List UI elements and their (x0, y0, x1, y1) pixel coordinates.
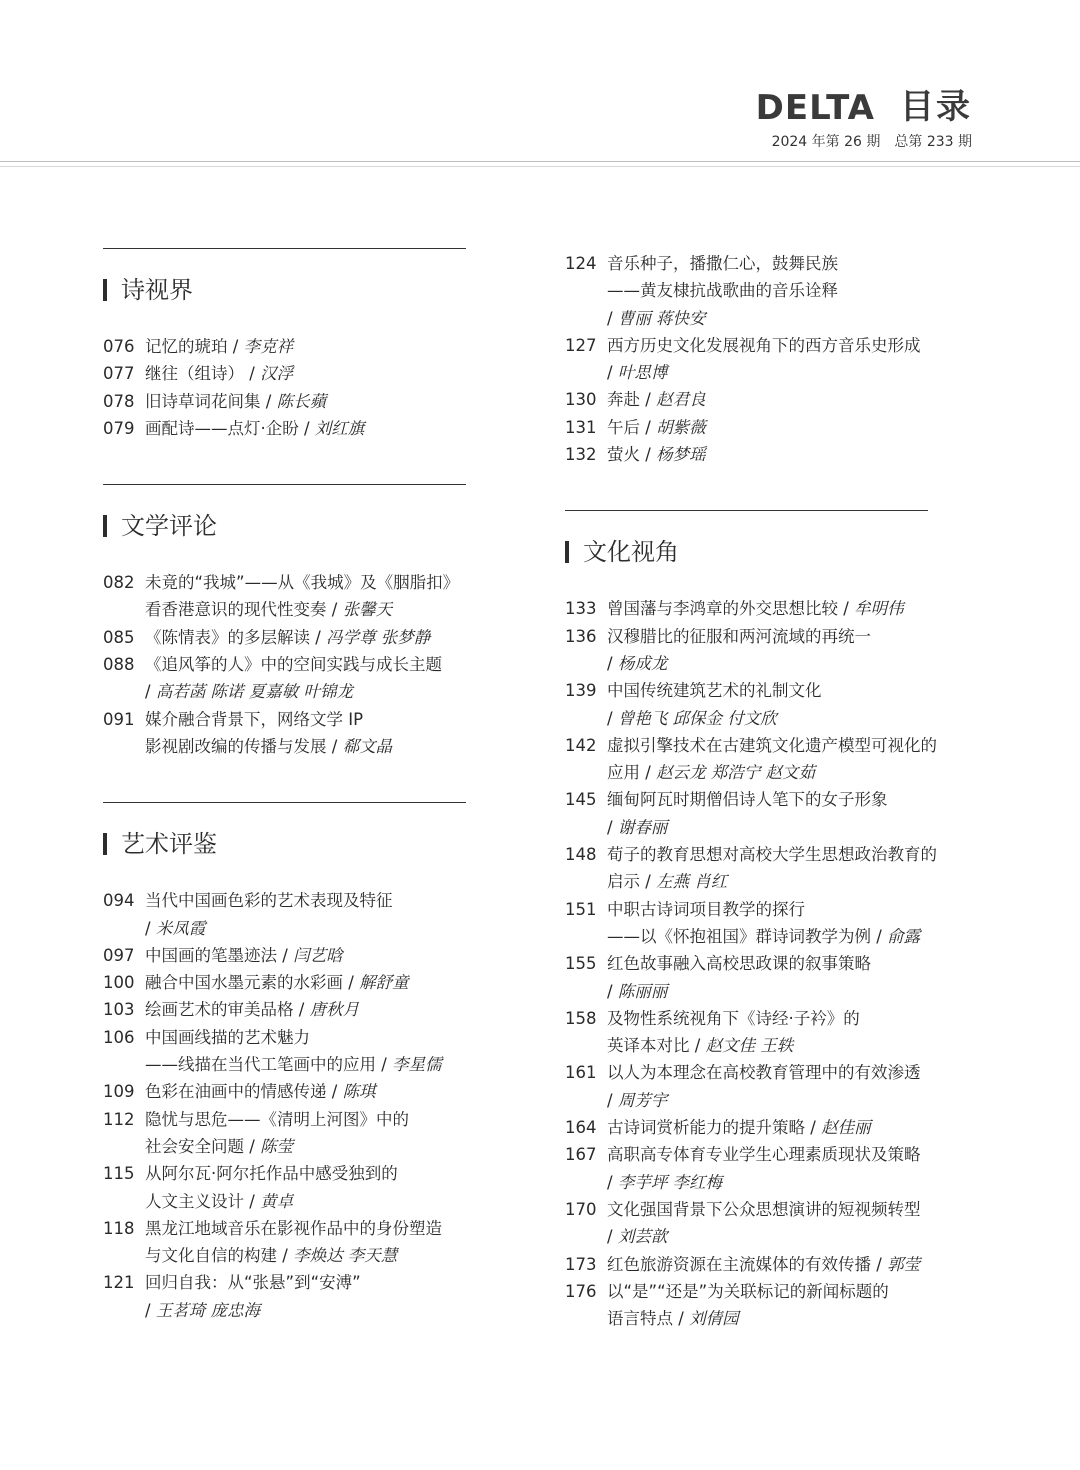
entry-author: 牟明伟 (854, 599, 904, 619)
entry-title: 绘画艺术的审美品格 / (145, 1000, 310, 1020)
page-number: 167 (565, 1145, 597, 1165)
entry-author: 黄卓 (260, 1191, 294, 1211)
toc-line (103, 678, 475, 705)
entry-title: 从阿尔瓦·阿尔托作品中感受独到的 (145, 1164, 398, 1184)
entry-title: 红色故事融入高校思政课的叙事策略 (607, 954, 871, 974)
issue-total: 总第 233 期 (894, 134, 972, 150)
entry-title: 《陈情表》的多层解读 / (145, 627, 327, 647)
entry-author: 谢春丽 (617, 817, 668, 837)
toc-line (565, 1114, 985, 1141)
toc-line (103, 1215, 475, 1242)
section-gap (103, 442, 475, 484)
entry-author: 郗文晶 (342, 736, 393, 756)
toc-line (103, 915, 475, 942)
entry-title: 《追风筝的人》中的空间实践与成长主题 (145, 655, 442, 675)
toc-line (103, 1078, 475, 1105)
toc-line (565, 359, 985, 386)
toc-entry[interactable] (103, 651, 475, 706)
entry-author: 曹丽 蒋快安 (617, 308, 706, 328)
entry-title: 中职古诗词项目教学的探行 (607, 899, 805, 919)
toc-entry[interactable] (565, 677, 985, 732)
entry-title: 中国画线描的艺术魅力 (145, 1027, 310, 1047)
toc-line (565, 896, 985, 923)
entry-title: 以“是”“还是”为关联标记的新闻标题的 (607, 1281, 889, 1301)
entry-title: 古诗词赏析能力的提升策略 / (607, 1118, 822, 1138)
page-number: 097 (103, 945, 135, 965)
entry-author: 刘红旗 (314, 418, 365, 438)
toc-entry[interactable] (103, 1215, 475, 1270)
toc-line (103, 596, 475, 623)
toc-line (103, 706, 475, 733)
page-number: 106 (103, 1027, 135, 1047)
entry-title: / (607, 363, 618, 383)
toc-entry[interactable] (103, 1024, 475, 1079)
page-number: 082 (103, 573, 135, 593)
page-number: 136 (565, 626, 597, 646)
entry-title: 回归自我：从“张悬”到“安溥” (145, 1273, 361, 1293)
toc-line (565, 759, 985, 786)
page-number: 103 (103, 1000, 135, 1020)
toc-entry[interactable] (565, 623, 985, 678)
section-gap (565, 468, 985, 510)
section-heading (103, 273, 475, 307)
entry-title: 虚拟引擎技术在古建筑文化遗产模型可视化的 (607, 735, 937, 755)
section-divider (103, 248, 466, 249)
entry-title: / (145, 1300, 156, 1320)
page-title: 目录 (900, 87, 972, 127)
entry-author: 闫艺晗 (293, 945, 343, 965)
entry-title: / (607, 1090, 618, 1110)
entry-title: 应用 / (607, 763, 657, 783)
entry-title: / (607, 981, 618, 1001)
entry-title: 媒介融合背景下，网络文学 IP (145, 709, 364, 729)
page-number: 158 (565, 1008, 597, 1028)
section-divider (565, 510, 928, 511)
entry-title: 英译本对比 / (607, 1036, 706, 1056)
toc-entry[interactable] (565, 1141, 985, 1196)
section-marker (103, 279, 107, 301)
page-number: 155 (565, 954, 597, 974)
entry-title: 黑龙江地域音乐在影视作品中的身份塑造 (145, 1218, 442, 1238)
entry-author: 唐秋月 (309, 1000, 360, 1020)
entry-title: 西方历史文化发展视角下的西方音乐史形成 (607, 335, 921, 355)
toc-entry[interactable] (565, 896, 985, 951)
toc-entry[interactable] (103, 1160, 475, 1215)
entry-author: 李焕达 李天慧 (293, 1246, 398, 1266)
issue-info (772, 133, 972, 151)
entry-title: ——线描在当代工笔画中的应用 / (145, 1055, 393, 1075)
toc-line (565, 1059, 985, 1086)
entry-title: 中国画的笔墨迹法 / (145, 945, 294, 965)
entry-title: 色彩在油画中的情感传递 / (145, 1082, 343, 1102)
page-number: 127 (565, 335, 597, 355)
toc-line (103, 360, 475, 387)
toc-entry[interactable] (103, 569, 475, 624)
issue-number: 2024 年第 26 期 (771, 134, 881, 150)
toc-line (103, 1269, 475, 1296)
page-number: 100 (103, 973, 135, 993)
entry-title: 人文主义设计 / (145, 1191, 261, 1211)
toc-entry[interactable] (565, 1251, 985, 1278)
entry-author: 李星儒 (392, 1055, 442, 1075)
page-number: 121 (103, 1273, 135, 1293)
toc-entry[interactable] (103, 942, 475, 969)
toc-entry[interactable] (103, 706, 475, 761)
page-number: 148 (565, 845, 597, 865)
entry-author: 王茗琦 庞忠海 (155, 1300, 261, 1320)
toc-line (103, 1160, 475, 1187)
entry-title: 以人为本理念在高校教育管理中的有效渗透 (607, 1063, 921, 1083)
page-number: 112 (103, 1109, 135, 1129)
page-number: 118 (103, 1218, 135, 1238)
section-title: 诗视界 (121, 276, 193, 304)
entry-title: 中国传统建筑艺术的礼制文化 (607, 681, 822, 701)
toc-entry[interactable] (103, 996, 475, 1023)
entry-title: / (607, 1227, 618, 1247)
entry-author: 张馨天 (342, 600, 393, 620)
section-marker (103, 515, 107, 537)
toc-line (565, 386, 985, 413)
entry-title: 语言特点 / (607, 1309, 690, 1329)
entry-author: 周芳宇 (617, 1090, 668, 1110)
page-number: 130 (565, 390, 597, 410)
toc-line (103, 1188, 475, 1215)
toc-entry[interactable] (103, 415, 475, 442)
toc-entry[interactable] (565, 841, 985, 896)
entry-author: 冯学尊 张梦静 (326, 627, 431, 647)
entry-author: 刘倩园 (689, 1309, 739, 1329)
toc-entry[interactable] (565, 414, 985, 441)
entry-author: 米凤霞 (155, 918, 206, 938)
entry-title: 融合中国水墨元素的水彩画 / (145, 973, 360, 993)
toc-line (565, 677, 985, 704)
toc-line (103, 969, 475, 996)
toc-line (565, 1087, 985, 1114)
toc-line (103, 1024, 475, 1051)
toc-line (565, 1223, 985, 1250)
entry-title: 未竟的“我城”——从《我城》及《胭脂扣》 (145, 573, 460, 593)
page-number: 091 (103, 709, 135, 729)
entry-author: 胡紫薇 (656, 417, 706, 437)
toc-line (565, 786, 985, 813)
toc-line (565, 1278, 985, 1305)
page-number: 076 (103, 337, 135, 356)
toc-line (565, 1169, 985, 1196)
entry-title: 记忆的琥珀 / (145, 337, 244, 356)
entry-author: 郭莹 (887, 1254, 921, 1274)
toc-line (565, 814, 985, 841)
section-divider (103, 802, 466, 803)
section-marker (103, 833, 107, 855)
entry-title: 及物性系统视角下《诗经·子衿》的 (607, 1008, 860, 1028)
toc-entry[interactable] (565, 786, 985, 841)
toc-line (103, 1133, 475, 1160)
page-number: 124 (565, 254, 597, 273)
toc-line (565, 1141, 985, 1168)
page-number: 161 (565, 1063, 597, 1083)
entry-author: 李克祥 (243, 337, 294, 356)
entry-author: 陈莹 (260, 1136, 294, 1156)
toc-entry[interactable] (103, 388, 475, 415)
entry-title: ——以《怀抱祖国》群诗词教学为例 / (607, 926, 888, 946)
section-heading (103, 509, 475, 543)
entry-title: / (607, 653, 618, 673)
toc-line (565, 332, 985, 359)
section-title: 艺术评鉴 (121, 830, 217, 859)
toc-line (565, 868, 985, 895)
toc-line (565, 277, 985, 304)
page-number: 094 (103, 891, 135, 911)
masthead (0, 0, 1080, 166)
toc-line (103, 1297, 475, 1324)
section-title: 文化视角 (583, 538, 679, 567)
toc-line (103, 1051, 475, 1078)
toc-line (565, 250, 985, 277)
entry-author: 陈长蘋 (276, 391, 327, 411)
toc-entry[interactable] (565, 1005, 985, 1060)
entry-author: 赵君良 (656, 390, 706, 410)
toc-line (565, 414, 985, 441)
toc-line (103, 1106, 475, 1133)
entry-title: 高职高专体育专业学生心理素质现状及策略 (607, 1145, 921, 1165)
entry-title: 萤火 / (607, 445, 657, 465)
section-heading (565, 535, 985, 569)
entry-title: 与文化自信的构建 / (145, 1246, 294, 1266)
entry-title: / (607, 1172, 618, 1192)
page-number: 151 (565, 899, 597, 919)
entry-title: 缅甸阿瓦时期僧侣诗人笔下的女子形象 (607, 790, 888, 810)
toc-line (103, 942, 475, 969)
toc-entry[interactable] (103, 1106, 475, 1161)
toc-line (565, 841, 985, 868)
toc-line (565, 705, 985, 732)
entry-author: 赵文佳 王轶 (705, 1036, 794, 1056)
entry-title: 继往（组诗） / (145, 364, 261, 384)
toc-entry[interactable] (565, 441, 985, 468)
section-marker (565, 541, 569, 563)
entry-title: 看香港意识的现代性变奏 / (145, 600, 343, 620)
entry-author: 陈琪 (342, 1082, 376, 1102)
entry-title: 荀子的教育思想对高校大学生思想政治教育的 (607, 845, 937, 865)
page-number: 145 (565, 790, 597, 810)
toc-line (103, 887, 475, 914)
toc-entry[interactable] (103, 969, 475, 996)
entry-author: 赵佳丽 (821, 1118, 871, 1138)
toc-line (103, 415, 475, 442)
header-divider (0, 161, 1080, 167)
toc-line (565, 441, 985, 468)
section-title: 文学评论 (121, 512, 217, 541)
toc-entry[interactable] (565, 595, 985, 622)
toc-line (103, 624, 475, 651)
entry-title: 影视剧改编的传播与发展 / (145, 736, 343, 756)
entry-title: / (145, 918, 156, 938)
toc-line (103, 1242, 475, 1269)
toc-entry[interactable] (565, 1059, 985, 1114)
page-number: 115 (103, 1164, 135, 1184)
toc-line (103, 996, 475, 1023)
toc-entry[interactable] (565, 732, 985, 787)
toc-line (565, 978, 985, 1005)
entry-author: 叶思博 (617, 363, 668, 383)
page-number: 164 (565, 1118, 597, 1138)
toc-line (103, 388, 475, 415)
entry-title: 隐忧与思危——《清明上河图》中的 (145, 1109, 409, 1129)
entry-title: 红色旅游资源在主流媒体的有效传播 / (607, 1254, 888, 1274)
entry-title: 音乐种子，播撒仁心，鼓舞民族 (607, 254, 838, 273)
entry-title: ——黄友棣抗战歌曲的音乐诠释 (607, 281, 838, 301)
toc-line (565, 650, 985, 677)
page-number: 173 (565, 1254, 597, 1274)
section-divider (103, 484, 466, 485)
entry-author: 李芋坪 李红梅 (617, 1172, 723, 1192)
toc-entry[interactable] (103, 333, 475, 360)
toc-line (565, 595, 985, 622)
page-number: 139 (565, 681, 597, 701)
entry-author: 杨成龙 (617, 653, 668, 673)
toc-line (565, 732, 985, 759)
page-number: 077 (103, 364, 135, 384)
entry-title: / (607, 708, 618, 728)
right-column (565, 250, 985, 1332)
page-number: 170 (565, 1199, 597, 1219)
entry-title: 当代中国画色彩的艺术表现及特征 (145, 891, 393, 911)
entry-author: 刘芸歆 (617, 1227, 668, 1247)
entry-author: 左燕 肖红 (656, 872, 728, 892)
entry-title: 启示 / (607, 872, 657, 892)
page-number: 085 (103, 627, 135, 647)
toc-line (565, 1305, 985, 1332)
toc-entry[interactable] (103, 887, 475, 942)
toc-entry[interactable] (565, 332, 985, 387)
toc-line (565, 305, 985, 332)
entry-author: 高若菡 陈诺 夏嘉敏 叶锦龙 (155, 682, 354, 702)
toc-line (103, 569, 475, 596)
entry-title: 文化强国背景下公众思想演讲的短视频转型 (607, 1199, 921, 1219)
entry-author: 赵云龙 郑浩宁 赵文茹 (656, 763, 816, 783)
entry-author: 陈丽丽 (617, 981, 668, 1001)
entry-title: 旧诗草词花间集 / (145, 391, 277, 411)
page-number: 132 (565, 445, 597, 465)
entry-author: 杨梦瑶 (656, 445, 706, 465)
toc-line (103, 733, 475, 760)
page-number: 133 (565, 599, 597, 619)
toc-entry[interactable] (565, 1278, 985, 1333)
toc-entry[interactable] (103, 624, 475, 651)
toc-line (565, 1032, 985, 1059)
toc-line (565, 623, 985, 650)
section-gap (103, 760, 475, 802)
toc-entry[interactable] (103, 1078, 475, 1105)
toc-line (565, 1196, 985, 1223)
toc-line (565, 923, 985, 950)
entry-title: 午后 / (607, 417, 657, 437)
entry-author: 俞露 (887, 926, 921, 946)
page-number: 131 (565, 417, 597, 437)
left-column (103, 248, 475, 1324)
toc-entry[interactable] (103, 360, 475, 387)
toc-entry[interactable] (565, 1114, 985, 1141)
page-number: 109 (103, 1082, 135, 1102)
entry-title: 画配诗——点灯·企盼 / (145, 418, 315, 438)
toc-entry[interactable] (565, 950, 985, 1005)
entry-author: 曾艳飞 邱保金 付文欣 (617, 708, 777, 728)
page-number: 142 (565, 735, 597, 755)
toc-entry[interactable] (565, 386, 985, 413)
page-number: 078 (103, 391, 135, 411)
entry-title: / (607, 817, 618, 837)
toc-entry[interactable] (565, 1196, 985, 1251)
toc-line (565, 1005, 985, 1032)
toc-line (565, 950, 985, 977)
toc-line (103, 651, 475, 678)
toc-line (103, 333, 475, 360)
page-number: 176 (565, 1281, 597, 1301)
entry-title: 曾国藩与李鸿章的外交思想比较 / (607, 599, 855, 619)
entry-author: 解舒童 (359, 973, 409, 993)
toc-entry[interactable] (565, 250, 985, 332)
toc-line (565, 1251, 985, 1278)
entry-author: 汉浮 (260, 364, 294, 384)
page-number: 088 (103, 655, 135, 675)
entry-title: / (607, 308, 618, 328)
entry-title: 汉穆腊比的征服和两河流域的再统一 (607, 626, 871, 646)
entry-title: 社会安全问题 / (145, 1136, 261, 1156)
section-heading (103, 827, 475, 861)
entry-title: / (145, 682, 156, 702)
entry-title: 奔赴 / (607, 390, 657, 410)
toc-entry[interactable] (103, 1269, 475, 1324)
page-number: 079 (103, 418, 135, 438)
delta-logo: DELTA (755, 88, 875, 128)
